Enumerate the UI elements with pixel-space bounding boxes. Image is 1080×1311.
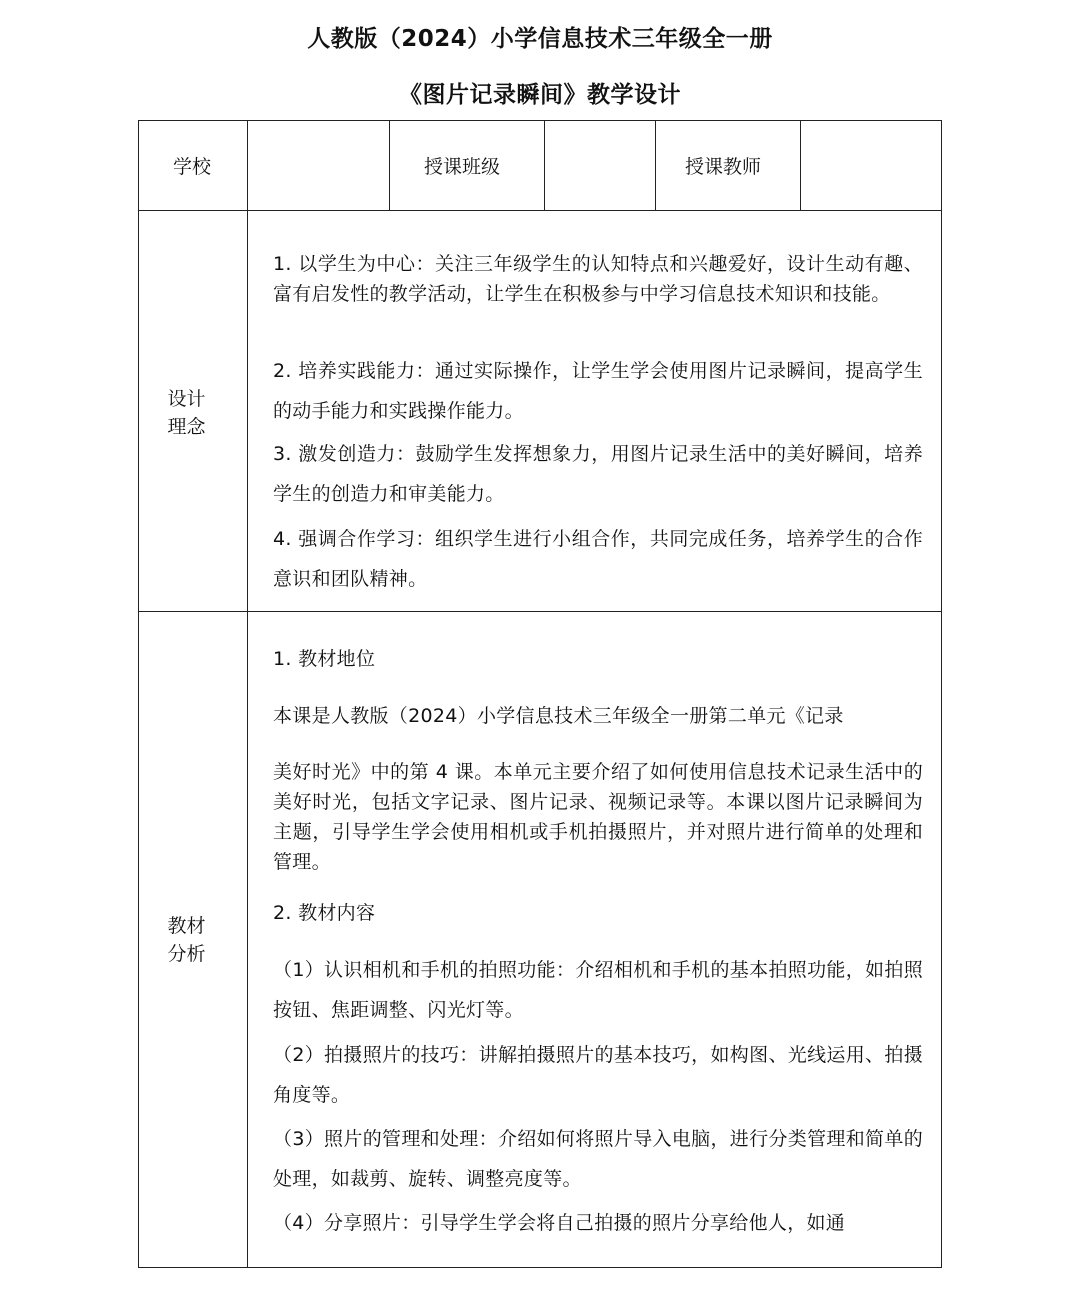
column-divider: [800, 121, 801, 210]
document-title: 人教版（2024）小学信息技术三年级全一册: [307, 26, 773, 52]
analysis-item: （1）认识相机和手机的拍照功能：介绍相机和手机的基本拍照功能，如拍照按钮、焦距调整、闪光灯等。: [273, 959, 923, 1021]
column-divider: [247, 121, 248, 210]
class-label: 授课班级: [424, 156, 501, 178]
analysis-item: （2）拍摄照片的技巧：讲解拍摄照片的基本技巧，如构图、光线运用、拍摄角度等。: [273, 1044, 923, 1106]
column-divider: [389, 121, 390, 210]
analysis-heading: 2. 教材内容: [273, 902, 376, 924]
analysis-item: （4）分享照片：引导学生学会将自己拍摄的照片分享给他人，如通: [273, 1212, 846, 1234]
column-divider: [655, 121, 656, 210]
teacher-label: 授课教师: [685, 156, 762, 178]
analysis-heading: 1. 教材地位: [273, 648, 376, 670]
label-column-divider: [247, 210, 248, 1267]
design-concept-label: 设计 理念: [167, 388, 206, 438]
analysis-paragraph: 本课是人教版（2024）小学信息技术三年级全一册第二单元《记录: [273, 705, 844, 727]
material-analysis-label: 教材 分析: [167, 915, 206, 965]
document-subtitle: 《图片记录瞬间》教学设计: [399, 82, 681, 108]
school-label: 学校: [173, 156, 212, 178]
lesson-plan-table: [138, 120, 942, 1268]
column-divider: [544, 121, 545, 210]
row-divider: [139, 611, 941, 612]
design-item: 3. 激发创造力：鼓励学生发挥想象力，用图片记录生活中的美好瞬间，培养学生的创造力和审美能力。: [273, 443, 923, 505]
analysis-paragraph: 美好时光》中的第 4 课。本单元主要介绍了如何使用信息技术记录生活中的美好时光，包括文字记录、图片记录、视频记录等。本课以图片记录瞬间为主题，引导学生学会使用相机或手机拍摄照片，并对照片进行简单的处理和管理。: [273, 761, 923, 873]
design-item: 4. 强调合作学习：组织学生进行小组合作，共同完成任务，培养学生的合作意识和团队精神。: [273, 528, 923, 590]
design-item: 2. 培养实践能力：通过实际操作，让学生学会使用图片记录瞬间，提高学生的动手能力和实践操作能力。: [273, 360, 923, 422]
row-divider: [139, 210, 941, 211]
analysis-item: （3）照片的管理和处理：介绍如何将照片导入电脑，进行分类管理和简单的处理，如裁剪、旋转、调整亮度等。: [273, 1128, 923, 1190]
design-item: 1. 以学生为中心：关注三年级学生的认知特点和兴趣爱好，设计生动有趣、富有启发性的教学活动，让学生在积极参与中学习信息技术知识和技能。: [273, 253, 923, 305]
